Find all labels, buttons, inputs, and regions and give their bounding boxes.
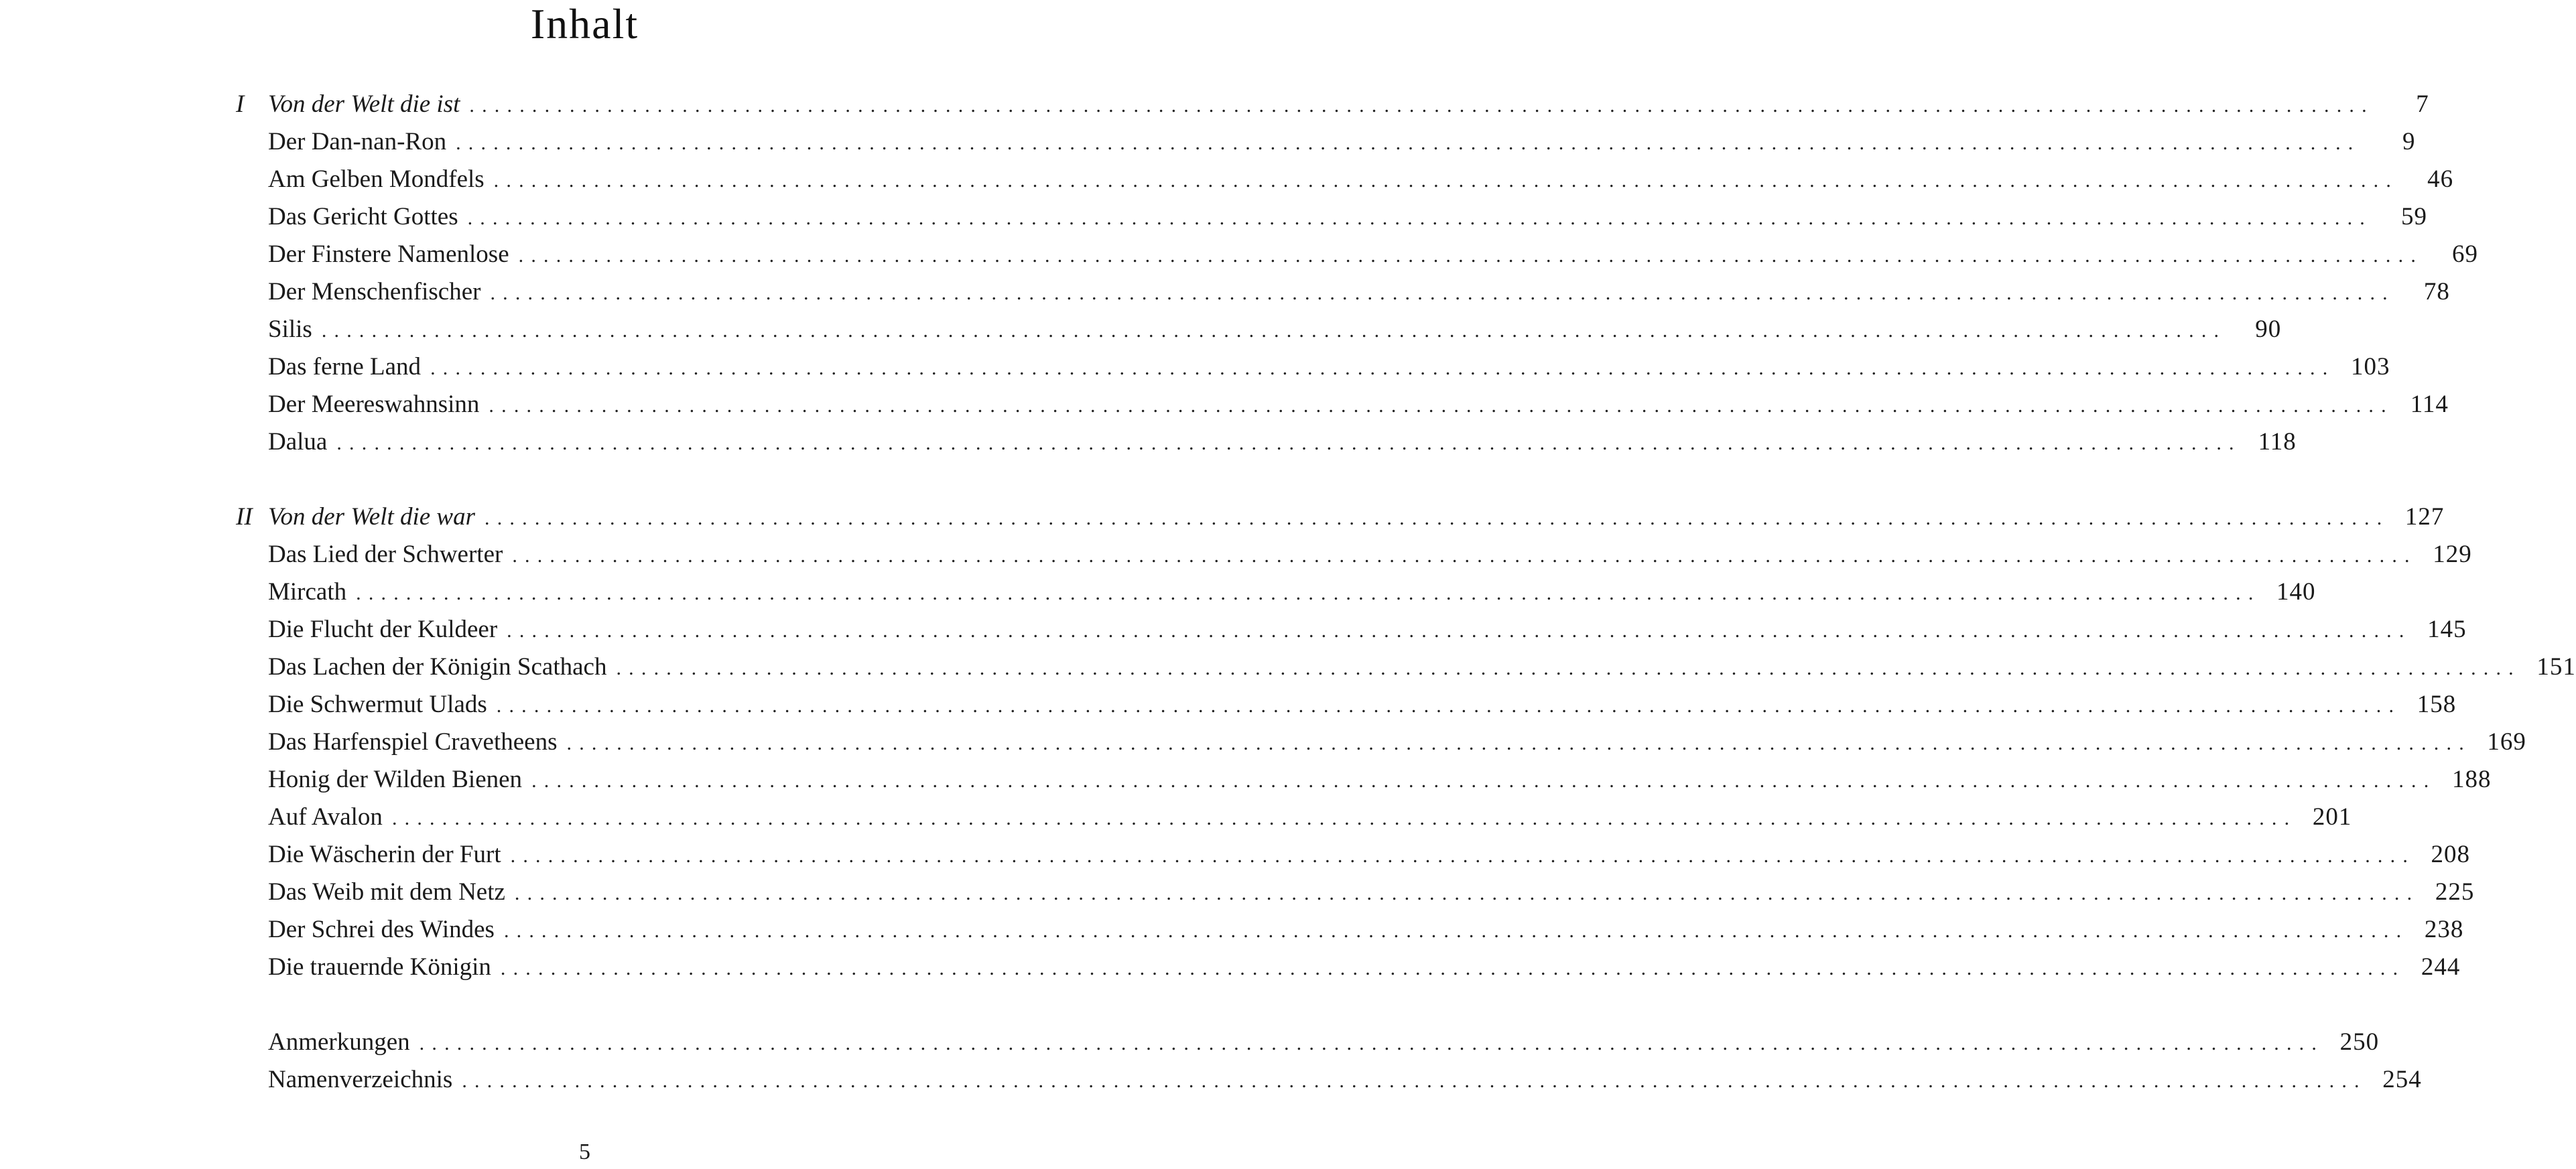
toc-entry-page: 129	[2433, 541, 2472, 568]
toc-entry[interactable]	[0, 724, 2526, 761]
toc-entry-page: 69	[2452, 240, 2479, 268]
toc-entry-page: 254	[2382, 1066, 2422, 1093]
toc-entry-page: 103	[2350, 353, 2390, 381]
toc-entry-title: Mircath	[268, 578, 347, 606]
toc-entry-page: 151	[2536, 653, 2576, 681]
toc-entry[interactable]	[0, 949, 2461, 986]
toc-entry-page: 145	[2427, 616, 2467, 643]
toc-entry[interactable]	[0, 386, 2449, 423]
toc-entry[interactable]	[0, 198, 2427, 236]
toc-entry-title: Das ferne Land	[268, 353, 422, 381]
dot-leader: ........................................................................................................................................................	[430, 357, 2335, 379]
dot-leader: ........................................................................................................................................................	[419, 1032, 2325, 1054]
toc-entry[interactable]	[0, 311, 2282, 348]
toc-entry-title: Am Gelben Mondfels	[268, 165, 485, 193]
dot-leader: ........................................................................................................................................................	[321, 320, 2227, 342]
dot-leader: ........................................................................................................................................................	[391, 807, 2297, 829]
dot-leader: ........................................................................................................................................................	[496, 695, 2402, 717]
toc-entry[interactable]	[0, 236, 2479, 273]
dot-leader: ........................................................................................................................................................	[503, 920, 2409, 942]
toc-entry-title: Der Menschenfischer	[268, 278, 481, 305]
toc-entry-title: Der Schrei des Windes	[268, 916, 495, 943]
toc-entry-title: Das Harfenspiel Cravetheens	[268, 728, 558, 756]
toc-entry-title: Das Gericht Gottes	[268, 203, 458, 230]
toc-entry-page: 46	[2427, 165, 2454, 193]
toc-entry-page: 250	[2339, 1028, 2380, 1056]
toc-entry-page: 59	[2401, 203, 2427, 230]
dot-leader: ........................................................................................................................................................	[490, 282, 2395, 304]
toc-entry[interactable]	[0, 874, 2475, 911]
toc-entry[interactable]	[0, 348, 2390, 386]
dot-leader: ........................................................................................................................................................	[512, 545, 2417, 567]
toc-entry-title: Das Lachen der Königin Scathach	[268, 653, 607, 681]
toc-entry-page: 7	[2416, 90, 2429, 118]
toc-entry-title: Honig der Wilden Bienen	[268, 766, 523, 793]
toc-entry-page: 238	[2424, 916, 2464, 943]
dot-leader: ........................................................................................................................................................	[456, 132, 2361, 154]
toc-section	[0, 86, 2479, 461]
toc-entry-title: Das Lied der Schwerter	[268, 541, 503, 568]
toc-entry-page: 169	[2487, 728, 2526, 756]
toc-entry-page: 208	[2431, 841, 2471, 868]
dot-leader: ........................................................................................................................................................	[336, 432, 2242, 454]
part-numeral: II	[236, 503, 253, 531]
toc-entry-title: Silis	[268, 316, 312, 343]
dot-leader: ........................................................................................................................................................	[566, 732, 2471, 754]
toc-entry-title: Die trauernde Königin	[268, 953, 491, 981]
toc-part-heading[interactable]	[0, 86, 2429, 123]
dot-leader: ........................................................................................................................................................	[500, 957, 2406, 979]
toc-entry-title: Der Dan-nan-Ron	[268, 128, 447, 155]
toc-entry[interactable]	[0, 423, 2297, 461]
toc-entry-title: Anmerkungen	[268, 1028, 410, 1056]
toc-entry[interactable]	[0, 273, 2450, 311]
toc-entry[interactable]	[0, 761, 2492, 799]
toc-entry-title: Der Meereswahnsinn	[268, 391, 480, 418]
toc-entry-page: 9	[2402, 128, 2416, 155]
toc-entry-page: 225	[2435, 878, 2475, 906]
toc-entry-title: Die Schwermut Ulads	[268, 691, 487, 718]
dot-leader: ........................................................................................................................................................	[616, 657, 2521, 679]
toc-section	[0, 498, 2576, 986]
part-numeral: I	[236, 90, 245, 118]
toc-entry-page: 127	[2404, 503, 2445, 531]
toc-entry-page: 158	[2417, 691, 2457, 718]
toc-section	[0, 1024, 2422, 1099]
dot-leader: ........................................................................................................................................................	[469, 94, 2374, 117]
dot-leader: ........................................................................................................................................................	[518, 245, 2424, 267]
toc-entry-title: Von der Welt die war	[268, 503, 476, 531]
toc-entry-page: 244	[2421, 953, 2461, 981]
toc-entry-title: Von der Welt die ist	[268, 90, 460, 118]
dot-leader: ........................................................................................................................................................	[489, 395, 2394, 417]
dot-leader: ........................................................................................................................................................	[467, 207, 2372, 229]
toc-entry-title: Das Weib mit dem Netz	[268, 878, 505, 906]
page-title: Inhalt	[530, 0, 639, 48]
toc-entry[interactable]	[0, 911, 2464, 949]
toc-entry-page: 118	[2258, 428, 2297, 456]
table-of-contents	[0, 86, 2576, 1099]
toc-entry[interactable]	[0, 573, 2316, 611]
toc-entry-title: Die Flucht der Kuldeer	[268, 616, 498, 643]
toc-entry-page: 140	[2276, 578, 2316, 606]
toc-entry-page: 78	[2423, 278, 2450, 305]
dot-leader: ........................................................................................................................................................	[507, 620, 2412, 642]
toc-entry[interactable]	[0, 611, 2467, 648]
toc-entry-page: 201	[2312, 803, 2352, 831]
toc-entry[interactable]	[0, 686, 2457, 724]
toc-part-heading[interactable]	[0, 498, 2445, 536]
dot-leader: ........................................................................................................................................................	[510, 845, 2416, 867]
dot-leader: ........................................................................................................................................................	[462, 1070, 2367, 1092]
toc-entry-title: Dalua	[268, 428, 328, 456]
toc-entry-page: 114	[2410, 391, 2449, 418]
toc-entry[interactable]	[0, 836, 2471, 874]
dot-leader: ........................................................................................................................................................	[514, 882, 2420, 904]
toc-entry-title: Die Wäscherin der Furt	[268, 841, 501, 868]
dot-leader: ........................................................................................................................................................	[531, 770, 2437, 792]
dot-leader: ........................................................................................................................................................	[356, 582, 2261, 604]
toc-entry[interactable]	[0, 1061, 2422, 1099]
toc-entry-page: 90	[2255, 316, 2282, 343]
toc-entry[interactable]	[0, 1024, 2380, 1061]
page-number: 5	[579, 1140, 590, 1164]
dot-leader: ........................................................................................................................................................	[485, 507, 2390, 529]
toc-entry[interactable]	[0, 161, 2454, 198]
toc-entry[interactable]	[0, 648, 2576, 686]
dot-leader: ........................................................................................................................................................	[493, 169, 2399, 192]
toc-entry[interactable]	[0, 123, 2416, 161]
toc-entry[interactable]	[0, 799, 2352, 836]
toc-entry-title: Der Finstere Namenlose	[268, 240, 509, 268]
toc-entry[interactable]	[0, 536, 2472, 573]
toc-entry-page: 188	[2451, 766, 2492, 793]
toc-entry-title: Auf Avalon	[268, 803, 383, 831]
toc-entry-title: Namenverzeichnis	[268, 1066, 453, 1093]
